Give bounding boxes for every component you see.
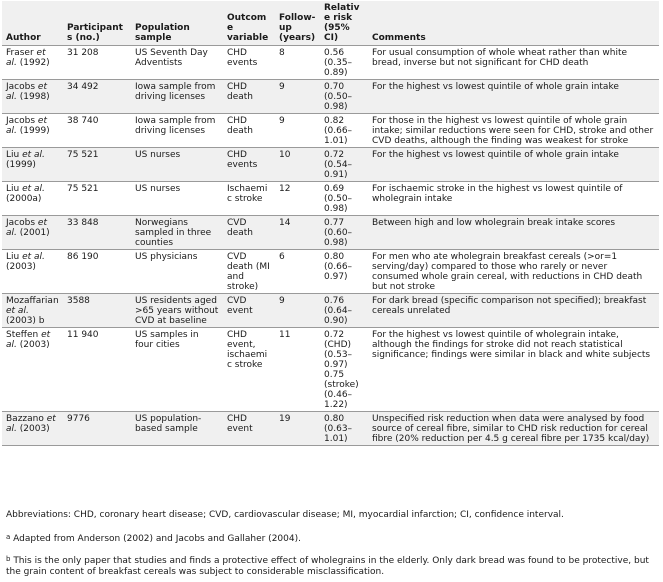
author-cell xyxy=(2,250,63,294)
participants-cell: 3588 xyxy=(63,294,131,328)
header-row xyxy=(2,1,659,46)
table-row xyxy=(2,80,659,114)
followup-cell: 11 xyxy=(275,328,320,412)
participants-cell: 75 521 xyxy=(63,182,131,216)
author-etal: et al. xyxy=(22,252,45,262)
population-cell: US population-based sample xyxy=(131,412,223,446)
table-body xyxy=(2,46,659,446)
population-cell: US physicians xyxy=(131,250,223,294)
author-author: Jacobs xyxy=(6,218,36,228)
author-year: (1999) xyxy=(6,160,36,170)
relative-risk-cell: 0.69 (0.50–0.98) xyxy=(320,182,368,216)
table-row xyxy=(2,46,659,80)
footnote-b-text: This is the only paper that studies and finds a protective effect of wholegrains in the elderly. Only dark bread was found to be protective, but the grain content of breakfast cereals was subject to considerable misclassification. xyxy=(6,556,649,577)
author-cell xyxy=(2,328,63,412)
author-etal: et al. xyxy=(6,414,56,434)
relative-risk-cell: 0.80 (0.66–0.97) xyxy=(320,250,368,294)
relative-risk-cell: 0.72 (0.54–0.91) xyxy=(320,148,368,182)
footnote-b xyxy=(6,556,656,578)
comments-cell: For the highest vs lowest quintile of whole grain intake xyxy=(368,80,659,114)
wholegrain-studies-table xyxy=(2,1,659,446)
population-cell: Iowa sample from driving licenses xyxy=(131,114,223,148)
relative-risk-cell: 0.82 (0.66–1.01) xyxy=(320,114,368,148)
followup-cell: 12 xyxy=(275,182,320,216)
author-etal: et al. xyxy=(22,184,45,194)
participants-cell: 31 208 xyxy=(63,46,131,80)
participants-cell: 33 848 xyxy=(63,216,131,250)
followup-cell: 6 xyxy=(275,250,320,294)
header-participants: Participants (no.) xyxy=(67,23,123,43)
author-cell xyxy=(2,114,63,148)
outcome-cell: CHD events xyxy=(223,148,275,182)
author-year: (2003) xyxy=(6,262,36,272)
author-etal: et al. xyxy=(6,82,47,102)
header-author: Author xyxy=(6,33,41,43)
followup-cell: 9 xyxy=(275,80,320,114)
author-author: Steffen xyxy=(6,330,39,340)
author-etal: et al. xyxy=(6,218,47,238)
author-author: Liu xyxy=(6,150,20,160)
comments-cell: For men who ate wholegrain breakfast cereals (>or=1 serving/day) compared to those who rarely or never consumed whole grain cereal, with reductions in CHD death but not stroke xyxy=(368,250,659,294)
author-year: (2003) xyxy=(16,340,50,350)
author-cell xyxy=(2,216,63,250)
author-author: Bazzano xyxy=(6,414,44,424)
footnote-a-mark: a xyxy=(6,533,11,541)
comments-cell: For the highest vs lowest quintile of whole grain intake xyxy=(368,148,659,182)
author-author: Jacobs xyxy=(6,82,36,92)
relative-risk-cell: 0.77 (0.60–0.98) xyxy=(320,216,368,250)
followup-cell: 10 xyxy=(275,148,320,182)
abbreviations-note: Abbreviations: CHD, coronary heart disease; CVD, cardiovascular disease; MI, myocardial infarction; CI, confidence interval. xyxy=(6,510,564,520)
header-population: Population sample xyxy=(135,23,190,43)
followup-cell: 19 xyxy=(275,412,320,446)
footnote-b-mark: b xyxy=(6,555,11,563)
author-year: (2003) xyxy=(16,424,50,434)
population-cell: US Seventh Day Adventists xyxy=(131,46,223,80)
outcome-cell: CVD death (MI and stroke) xyxy=(223,250,275,294)
header-outcome: Outcome variable xyxy=(227,13,269,43)
outcome-cell: CHD death xyxy=(223,80,275,114)
relative-risk-cell: 0.76 (0.64–0.90) xyxy=(320,294,368,328)
table-row xyxy=(2,412,659,446)
comments-cell: For ischaemic stroke in the highest vs lowest quintile of wholegrain intake xyxy=(368,182,659,216)
outcome-cell: CVD death xyxy=(223,216,275,250)
author-cell xyxy=(2,182,63,216)
footnote-a xyxy=(6,534,301,545)
followup-cell: 14 xyxy=(275,216,320,250)
relative-risk-cell: 0.72 (CHD) (0.53–0.97) 0.75 (stroke) (0.46–1.22) xyxy=(320,328,368,412)
author-year: (2000a) xyxy=(6,194,42,204)
comments-cell: For the highest vs lowest quintile of wholegrain intake, although the findings for stroke did not reach statistical significance; findings were similar in black and white subjects xyxy=(368,328,659,412)
comments-cell: For usual consumption of whole wheat rather than white bread, inverse but not significant for CHD death xyxy=(368,46,659,80)
population-cell: US samples in four cities xyxy=(131,328,223,412)
author-cell xyxy=(2,294,63,328)
participants-cell: 11 940 xyxy=(63,328,131,412)
participants-cell: 75 521 xyxy=(63,148,131,182)
author-year: (2001) xyxy=(16,228,50,238)
population-cell: Norwegians sampled in three counties xyxy=(131,216,223,250)
author-etal: et al. xyxy=(6,306,29,316)
author-author: Mozaffarian xyxy=(6,296,59,306)
header-comments: Comments xyxy=(372,33,426,43)
author-year: (1992) xyxy=(16,58,50,68)
outcome-cell: CHD event xyxy=(223,412,275,446)
author-year: (1998) xyxy=(16,92,50,102)
comments-cell: For dark bread (specific comparison not specified); breakfast cereals unrelated xyxy=(368,294,659,328)
outcome-cell: CHD events xyxy=(223,46,275,80)
table-row xyxy=(2,148,659,182)
header-followup: Follow-up (years) xyxy=(279,13,316,43)
author-cell xyxy=(2,46,63,80)
footnote-a-text: Adapted from Anderson (2002) and Jacobs and Gallaher (2004). xyxy=(10,534,301,544)
comments-cell: For those in the highest vs lowest quintile of whole grain intake; similar reductions were seen for CHD, stroke and other CVD deaths, although the finding was weakest for stroke xyxy=(368,114,659,148)
author-etal: et al. xyxy=(6,330,51,350)
author-author: Jacobs xyxy=(6,116,36,126)
population-cell: Iowa sample from driving licenses xyxy=(131,80,223,114)
table-row xyxy=(2,216,659,250)
table-row xyxy=(2,250,659,294)
outcome-cell: Ischaemic stroke xyxy=(223,182,275,216)
population-cell: US nurses xyxy=(131,148,223,182)
author-author: Fraser xyxy=(6,48,34,58)
relative-risk-cell: 0.80 (0.63–1.01) xyxy=(320,412,368,446)
population-cell: US residents aged >65 years without CVD at baseline xyxy=(131,294,223,328)
population-cell: US nurses xyxy=(131,182,223,216)
table-row xyxy=(2,294,659,328)
relative-risk-cell: 0.70 (0.50–0.98) xyxy=(320,80,368,114)
outcome-cell: CVD event xyxy=(223,294,275,328)
author-etal: et al. xyxy=(6,48,46,68)
author-cell xyxy=(2,412,63,446)
relative-risk-cell: 0.56 (0.35–0.89) xyxy=(320,46,368,80)
followup-cell: 8 xyxy=(275,46,320,80)
followup-cell: 9 xyxy=(275,114,320,148)
header-risk: Relative risk (95% CI) xyxy=(324,3,360,43)
author-cell xyxy=(2,80,63,114)
participants-cell: 38 740 xyxy=(63,114,131,148)
outcome-cell: CHD event, ischaemic stroke xyxy=(223,328,275,412)
author-etal: et al. xyxy=(22,150,45,160)
author-year: (1999) xyxy=(16,126,50,136)
table-row xyxy=(2,182,659,216)
followup-cell: 9 xyxy=(275,294,320,328)
author-author: Liu xyxy=(6,184,20,194)
comments-cell: Between high and low wholegrain break intake scores xyxy=(368,216,659,250)
author-cell xyxy=(2,148,63,182)
comments-cell: Unspecified risk reduction when data were analysed by food source of cereal fibre, similar to CHD risk reduction for cereal fibre (20% reduction per 4.5 g cereal fibre per 1735 kcal/day) xyxy=(368,412,659,446)
table-row xyxy=(2,114,659,148)
author-author: Liu xyxy=(6,252,20,262)
participants-cell: 34 492 xyxy=(63,80,131,114)
author-year: (2003) b xyxy=(6,316,45,326)
participants-cell: 9776 xyxy=(63,412,131,446)
outcome-cell: CHD death xyxy=(223,114,275,148)
participants-cell: 86 190 xyxy=(63,250,131,294)
table-row xyxy=(2,328,659,412)
author-etal: et al. xyxy=(6,116,47,136)
